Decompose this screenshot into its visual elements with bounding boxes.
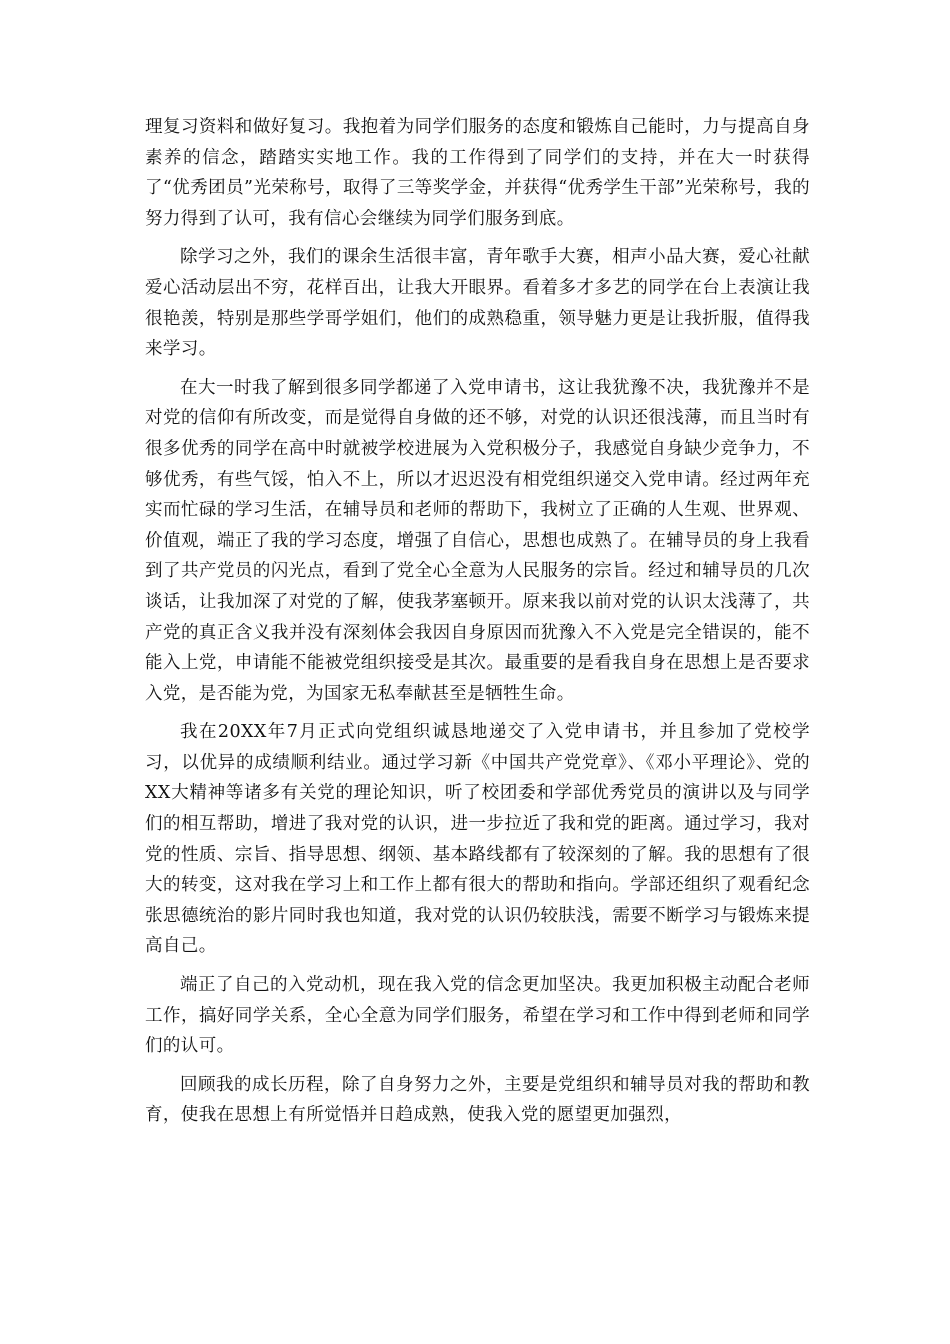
paragraph-6: 回顾我的成长历程，除了自身努力之外，主要是党组织和辅导员对我的帮助和教育，使我在思想上有所觉悟并日趋成熟，使我入党的愿望更加强烈， <box>145 1074 810 1126</box>
paragraph-5: 端正了自己的入党动机，现在我入党的信念更加坚决。我更加积极主动配合老师工作，搞好同学关系，全心全意为同学们服务，希望在学习和工作中得到老师和同学们的认可。 <box>145 975 810 1057</box>
document-body <box>145 112 810 1139</box>
paragraph-4: 我在20XX年7月正式向党组织诚恳地递交了入党申请书，并且参加了党校学习，以优异的成绩顺利结业。通过学习新《中国共产党党章》、《邓小平理论》、党的XX大精神等诸多有关党的理论知识，听了校团委和学部优秀党员的演讲以及与同学们的相互帮助，增进了我对党的认识，进一步拉近了我和党的距离。通过学习，我对党的性质、宗旨、指导思想、纲领、基本路线都有了较深刻的了解。我的思想有了很大的转变，这对我在学习上和工作上都有很大的帮助和指向。学部还组织了观看纪念张思德统治的影片同时我也知道，我对党的认识仍较肤浅，需要不断学习与锻炼来提高自己。 <box>145 722 810 957</box>
paragraph-2: 除学习之外，我们的课余生活很丰富，青年歌手大赛，相声小品大赛，爱心社献爱心活动层出不穷，花样百出，让我大开眼界。看着多才多艺的同学在台上表演让我很艳羡，特别是那些学哥学姐们，他们的成熟稳重，领导魅力更是让我折服，值得我来学习。 <box>145 247 810 360</box>
paragraph-3: 在大一时我了解到很多同学都递了入党申请书，这让我犹豫不决，我犹豫并不是对党的信仰有所改变，而是觉得自身做的还不够，对党的认识还很浅薄，而且当时有很多优秀的同学在高中时就被学校进展为入党积极分子，我感觉自身缺少竞争力，不够优秀，有些气馁，怕入不上，所以才迟迟没有相党组织递交入党申请。经过两年充实而忙碌的学习生活，在辅导员和老师的帮助下，我树立了正确的人生观、世界观、价值观，端正了我的学习态度，增强了自信心，思想也成熟了。在辅导员的身上我看到了共产党员的闪光点，看到了党全心全意为人民服务的宗旨。经过和辅导员的几次谈话，让我加深了对党的了解，使我茅塞顿开。原来我以前对党的认识太浅薄了，共产党的真正含义我并没有深刻体会我因自身原因而犹豫入不入党是完全错误的，能不能入上党，申请能不能被党组织接受是其次。最重要的是看我自身在思想上是否要求入党，是否能为党，为国家无私奉献甚至是牺牲生命。 <box>145 377 810 704</box>
paragraph-1: 理复习资料和做好复习。我抱着为同学们服务的态度和锻炼自己能时，力与提高自身素养的信念，踏踏实实地工作。我的工作得到了同学们的支持，并在大一时获得了“优秀团员”光荣称号，取得了三等奖学金，并获得“优秀学生干部”光荣称号，我的努力得到了认可，我有信心会继续为同学们服务到底。 <box>145 117 810 229</box>
